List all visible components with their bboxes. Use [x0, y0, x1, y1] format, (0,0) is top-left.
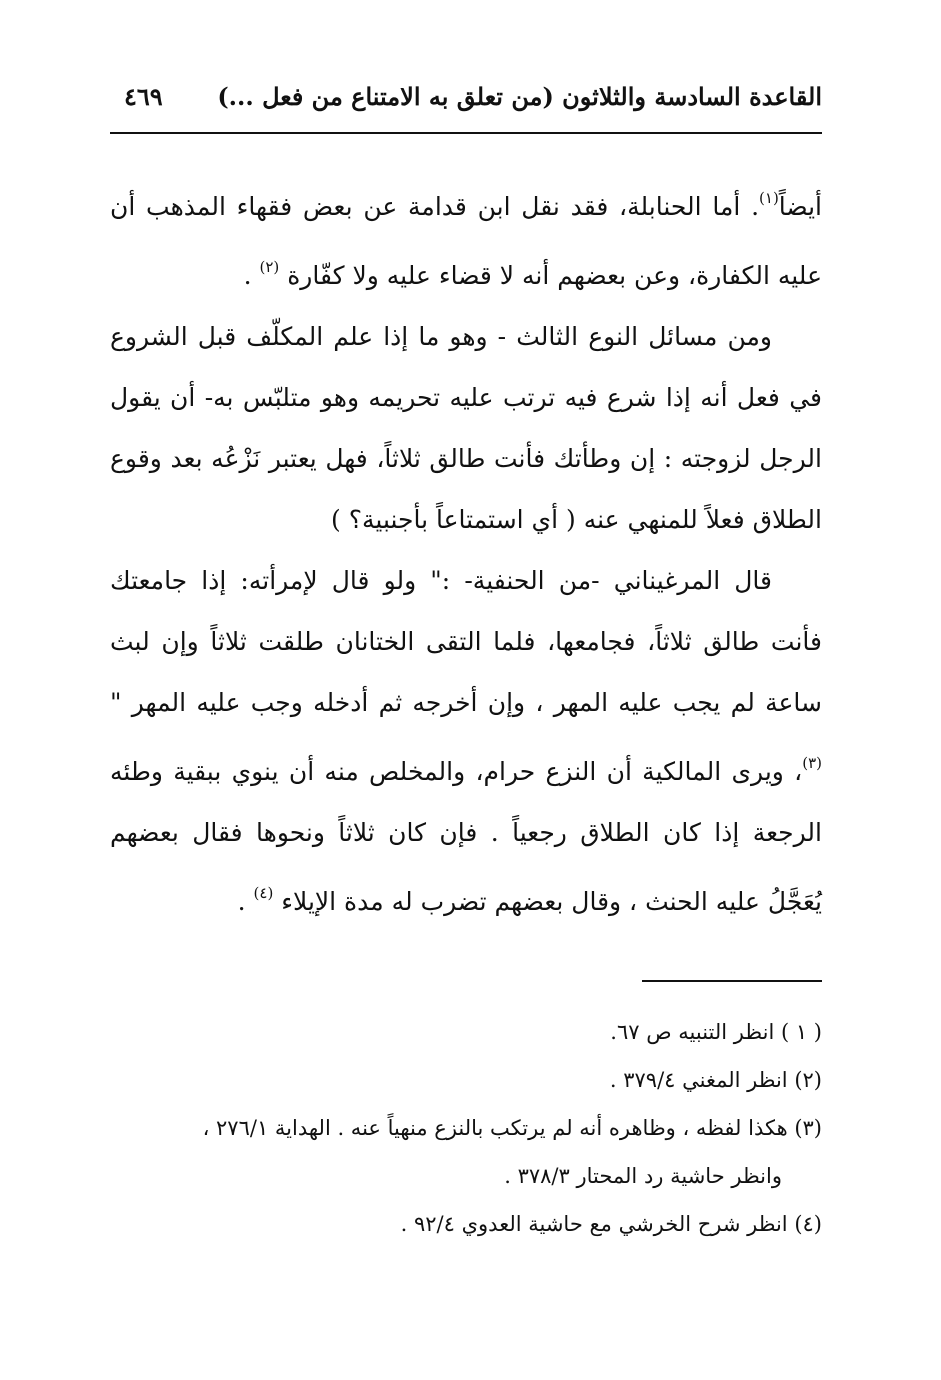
- footnotes: [110, 1008, 822, 1248]
- header-rule: [110, 132, 822, 134]
- footnote-ref: (٢): [259, 258, 280, 276]
- footnote: (٤) انظر شرح الخرشي مع حاشية العدوي ٩٢/٤ .: [400, 1212, 822, 1236]
- main-text: [110, 168, 822, 932]
- footnote-separator: [642, 980, 822, 982]
- footnote-continuation: وانظر حاشية رد المحتار ٣٧٨/٣ .: [504, 1164, 782, 1188]
- paragraph-text: أيضاً: [778, 192, 822, 221]
- paragraph-text: قال المرغيناني -من الحنفية- :" ولو قال لإمرأته: إذا جامعتك فأنت طالق ثلاثاً، فجامعها، فلما التقى الختانان طلقت ثلاثاً وإن لبث ساعة لم يجب عليه المهر ، وإن أخرجه ثم أدخله وجب عليه المهر ": [110, 566, 823, 717]
- footnote-ref: (١): [759, 189, 779, 207]
- footnote: (٢) انظر المغني ٣٧٩/٤ .: [609, 1068, 822, 1092]
- footnote-ref: (٣): [802, 754, 822, 772]
- paragraph-text: . أما الحنابلة، فقد نقل ابن قدامة عن بعض فقهاء المذهب أن عليه الكفارة، وعن بعضهم أنه لا قضاء عليه ولا كفّارة: [110, 192, 822, 290]
- paragraph-text: .: [243, 261, 260, 290]
- paragraph: [110, 306, 822, 550]
- footnote: (٣) هكذا لفظه ، وظاهره أنه لم يرتكب بالنزع منهياً عنه . الهداية ٢٧٦/١ ،: [202, 1116, 822, 1140]
- paragraph-text: ومن مسائل النوع الثالث - وهو ما إذا علم المكلّف قبل الشروع في فعل أنه إذا شرع فيه ترتب عليه تحريمه وهو متلبّس به- أن يقول الرجل لزوجته : إن وطأتك فأنت طالق ثلاثاً، فهل يعتبر نَزْعُه بعد وقوع الطلاق فعلاً للمنهي عنه ( أي استمتاعاً بأجنبية؟ ): [110, 322, 822, 534]
- running-title: القاعدة السادسة والثلاثون (من تعلق به الامتناع من فعل ...): [217, 82, 822, 111]
- paragraph: [110, 550, 822, 932]
- paragraph-text: ، ويرى المالكية أن النزع حرام، والمخلص منه أن ينوي ببقية وطئه الرجعة إذا كان الطلاق رجعياً . فإن كان ثلاثاً ونحوها فقال بعضهم يُعَجَّلُ عليه الحنث ، وقال بعضهم تضرب له مدة الإيلاء: [110, 757, 822, 916]
- footnote-ref: (٤): [253, 884, 274, 902]
- page-number: ٤٦٩: [124, 82, 163, 111]
- page-header: [110, 80, 822, 130]
- paragraph-text: .: [237, 887, 254, 916]
- footnote: ( ١ ) انظر التنبيه ص ٦٧.: [610, 1020, 822, 1044]
- paragraph: [110, 168, 822, 306]
